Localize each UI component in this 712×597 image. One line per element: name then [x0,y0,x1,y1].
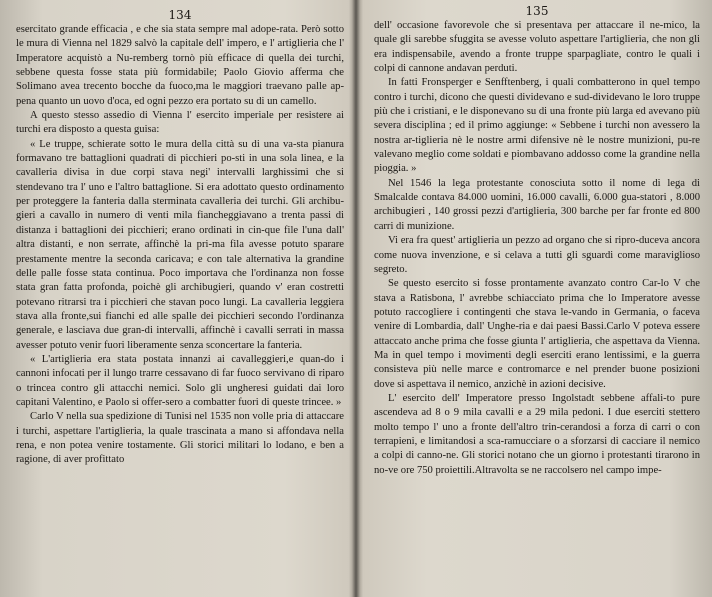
paragraph: Carlo V nella sua spedizione di Tunisi nel 1535 non volle pria di attaccare i turchi, aspettare l'artiglieria, la quale trascinata a mano si affondava nella rena, e non potea venire tostamente. Gli storici militari lo lodano, e ben a ragione, di aver profittato [16,411,344,466]
page-body [16,23,344,468]
right-page [356,0,712,597]
paragraph: Vi era fra quest' artiglieria un pezzo ad organo che si ripro-duceva ancora come nuova invenzione, e si celava a tutti gli sguardi come maraviglioso segreto. [374,235,700,275]
paragraph: esercitato grande efficacia , e che sia stata sempre mal adope-rata. Però sotto le mura di Vienna nel 1829 salvò la capitale dell' impero, e l' artiglieria che l' Imperatore acquistò a Nu-remberg tornò più efficace di quella dei turchi, sebbene questa fosse stata più formidabile; Paolo Giovio afferma che Solimano avea trecento bocche da fuoco,ma le maggiori traevano palle ap-pena quanto un uovo d'oca, ed ogni pezzo era portato su di un camello. [16,24,344,107]
paragraph: In fatti Fronsperger e Senfftenberg, i quali combatterono in quel tempo contro i turchi, dicono che questi dividevano e sud-dividevano le loro truppe più che i cristiani, e le disponevano su di una fronte più larga ed avevano più severa disciplina ; ed il primo aggiunge: « Sebbene i turchi non avessero la nostra ar-tiglieria nè le nostre armi difensive nè le nostre munizioni, pu-re valevano meglio come soldati e piombavano addosso come la grandine nella pioggia. » [374,77,700,175]
paragraph: L' esercito dell' Imperatore presso Ingolstadt sebbene affali-to pure ascendeva ad 8 o 9 mila cavalli e a 29 mila pedoni. I due eserciti stettero molto tempo l' uno a fronte dell'altro trin-cerandosi a forza di carri o con terrapieni, e limitandosi a sca-ramucciare o a sforzarsi di cacciare il nemico a colpi di canno-ne. Gli storici notano che un giorno i protestanti tirarono in no-ve ore 750 proiettili.Altravolta se ne raccolsero nel campo impe- [374,392,700,476]
page-number: 135 [525,4,549,18]
paragraph: A questo stesso assedio di Vienna l' esercito imperiale per resistere ai turchi era disposto a questa guisa: [16,110,344,136]
paragraph: dell' occasione favorevole che si presentava per attaccare il ne-mico, la quale gli sarebbe sfuggita se avesse voluto aspettare l'artiglieria, che non gli era indispensabile, avendo a fronte truppe sparpagliate, contro le quali i colpi di cannone andavan perduti. [374,20,700,75]
book-gutter [352,0,360,597]
page-body [374,19,700,478]
paragraph: Nel 1546 la lega protestante conosciuta sotto il nome di lega di Smalcalde contava 84.000 uomini, 16.000 cavalli, 6.000 gua-statori , 8.000 archibugieri , 140 grossi pezzi d'artiglieria, 300 barche per far fronte ed 800 carri di munizione. [374,177,700,232]
paragraph: « Le truppe, schierate sotto le mura della città su di una va-sta pianura formavano tre battaglioni quadrati di picchieri po-sti in una sola linea, e la cavalleria divisa in due corpi stava negi' intervalli larghissimi che si stendevano tra l' uno e l'altro battaglione. Si era adottato questo ordinamento per proteggere la fanteria dalla sterminata cavalleria dei turchi. Gli archibu-gieri a cavallo in numero di venti mila fiancheggiavano a trenta passi di distanza i battaglioni dei picchieri; erano ordinati in cin-que file l'una dall' altra distanti, e non serrate, affinchè la pri-ma fila avesse potuto sparare prestamente mentre la seconda caricava; e con tale alternativa la grandine delle palle fosse stata continua. Poco importava che l'ordinanza non fosse stata gran fatta profonda, poichè gli archibugieri, quando v' eran costretti potevano ritrarsi tra i picchieri che stavan poco lungi. La cavalleria leggiera stava alla fronte,sui fianchi ed alle spalle dei picchieri secondo l'ordinanza generale, e lasciava due gran-di intervalli, affinchè i cavalli serrati in massa avesser potuto venir fuori liberamente senza sconcertare la fanteria. [16,138,344,351]
paragraph: Se questo esercito si fosse prontamente avanzato contro Car-lo V che stava a Ratisbona, l' avrebbe schiacciato prima che lo Imperatore avesse potuto raccogliere i contingenti che stava le-vando in Germania, o faceva venire di Lombardia, dall' Unghe-ria e dai paesi Bassi.Carlo V poteva essere attaccato anche prima che fosse giunta l' artiglieria, che aspettava da Vienna. Ma in quel tempo i movimenti degli eserciti erano lentissimi, e la guerra consisteva più nelle marce e contromarce e nel prender buone posizioni dove si aspettava il nemico, anzichè in azioni decisive. [374,278,700,390]
page-number: 134 [168,8,192,22]
paragraph: « L'artiglieria era stata postata innanzi ai cavalleggieri,e quan-do i cannoni infocati per il lungo trarre cessavano di far fuoco servivano di riparo o trincea contro gli attacchi nemici. Solo gli ungheresi guidati dai loro capitani Valentino, e Paolo si offer-sero a combatter fuori di queste trincee. » [16,353,344,408]
